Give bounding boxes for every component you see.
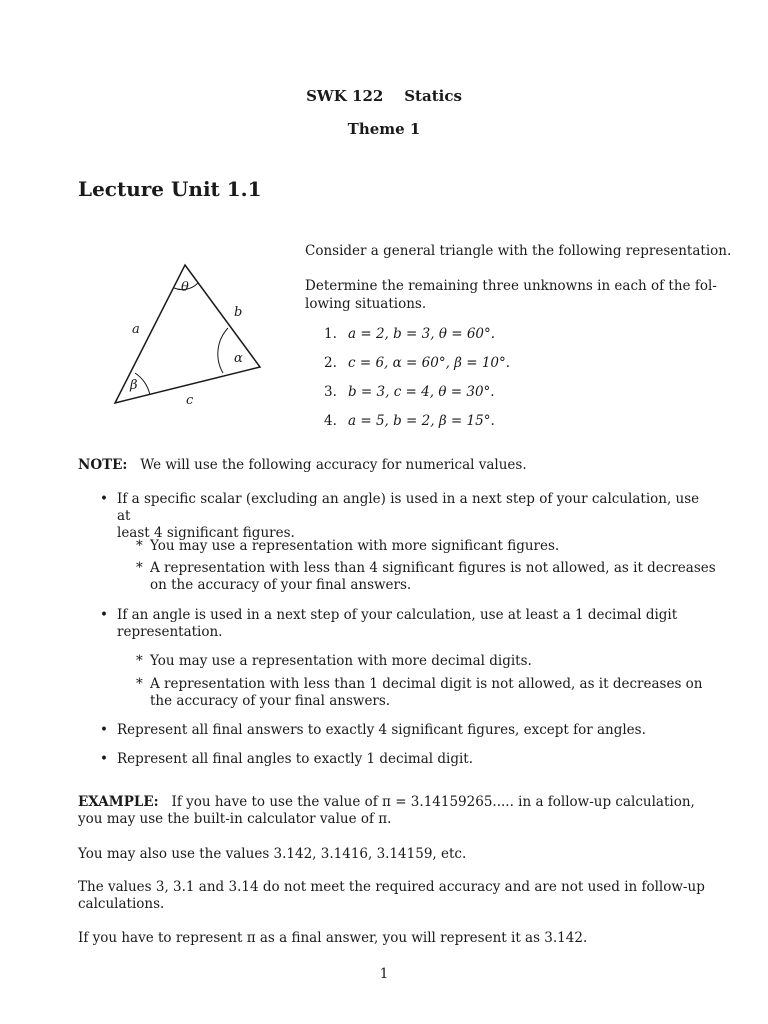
rule-2-line2: representation. <box>117 624 223 640</box>
bullet-icon: • <box>100 607 108 623</box>
theme-title: Theme 1 <box>347 120 421 138</box>
page-number: 1 <box>379 966 389 982</box>
asterisk-icon: * <box>136 653 143 669</box>
label-theta: θ <box>181 280 189 295</box>
bullet-icon: • <box>100 491 108 507</box>
asterisk-icon: * <box>136 538 143 554</box>
rule-2-sub-2: * A representation with less than 1 decimal digit is not allowed, as it decreases on the accuracy of your final answers. <box>136 676 703 709</box>
label-alpha: α <box>234 351 243 366</box>
note-text: We will use the following accuracy for numerical values. <box>140 457 527 473</box>
section-title: Lecture Unit 1.1 <box>78 177 262 201</box>
rule-1-sub-1: * You may use a representation with more significant figures. <box>136 538 560 554</box>
rule-3: • Represent all final answers to exactly 4 significant figures, except for angles. <box>100 722 646 738</box>
intro-line2b: lowing situations. <box>305 296 427 312</box>
problem-list <box>324 326 510 442</box>
example-paragraph: EXAMPLE: If you have to use the value of π = 3.14159265..... in a follow-up calculation, you may use the built-in calculator value of π. <box>78 794 695 827</box>
intro-line2a: Determine the remaining three unknowns in each of the fol- <box>305 278 717 294</box>
triangle-figure <box>100 255 280 415</box>
intro-line1: Consider a general triangle with the following representation. <box>305 243 732 259</box>
bullet-icon: • <box>100 751 108 767</box>
asterisk-icon: * <box>136 560 143 576</box>
label-c: c <box>186 393 194 408</box>
asterisk-icon: * <box>136 676 143 692</box>
list-item: 3. b = 3, c = 4, θ = 30°. <box>324 384 495 400</box>
rule-2-line1: If an angle is used in a next step of your calculation, use at least a 1 decimal digit <box>117 607 678 623</box>
rule-1-line1: If a specific scalar (excluding an angle) is used in a next step of your calculation, use at <box>117 491 700 524</box>
example-values-paragraph: You may also use the values 3.142, 3.1416, 3.14159, etc. <box>78 846 467 862</box>
example-final-paragraph: If you have to represent π as a final answer, you will represent it as 3.142. <box>78 930 588 946</box>
example-label: EXAMPLE: <box>78 794 159 810</box>
label-beta: β <box>130 378 138 393</box>
example-accuracy-paragraph: The values 3, 3.1 and 3.14 do not meet the required accuracy and are not used in follow-up calculations. <box>78 879 705 912</box>
rule-2 <box>100 607 710 641</box>
alpha-arc <box>218 328 228 373</box>
label-b: b <box>234 305 243 320</box>
list-item: 4. a = 5, b = 2, β = 15°. <box>324 413 495 429</box>
label-a: a <box>132 322 140 337</box>
rule-1 <box>100 491 710 542</box>
rule-1-sub-2: * A representation with less than 4 significant figures is not allowed, as it decreases on the accuracy of your final answers. <box>136 560 716 593</box>
rule-2-sub-1: * You may use a representation with more decimal digits. <box>136 653 532 669</box>
rule-1-line2: least 4 significant figures. <box>117 525 295 541</box>
note-paragraph <box>78 457 527 474</box>
list-item: 2. c = 6, α = 60°, β = 10°. <box>324 355 511 371</box>
course-code: SWK 122 <box>306 87 384 105</box>
course-header <box>0 88 768 105</box>
course-subject: Statics <box>404 87 462 105</box>
rule-4: • Represent all final angles to exactly 1 decimal digit. <box>100 751 474 767</box>
list-item: 1. a = 2, b = 3, θ = 60°. <box>324 326 496 342</box>
bullet-icon: • <box>100 722 108 738</box>
note-label: NOTE: <box>78 457 128 473</box>
